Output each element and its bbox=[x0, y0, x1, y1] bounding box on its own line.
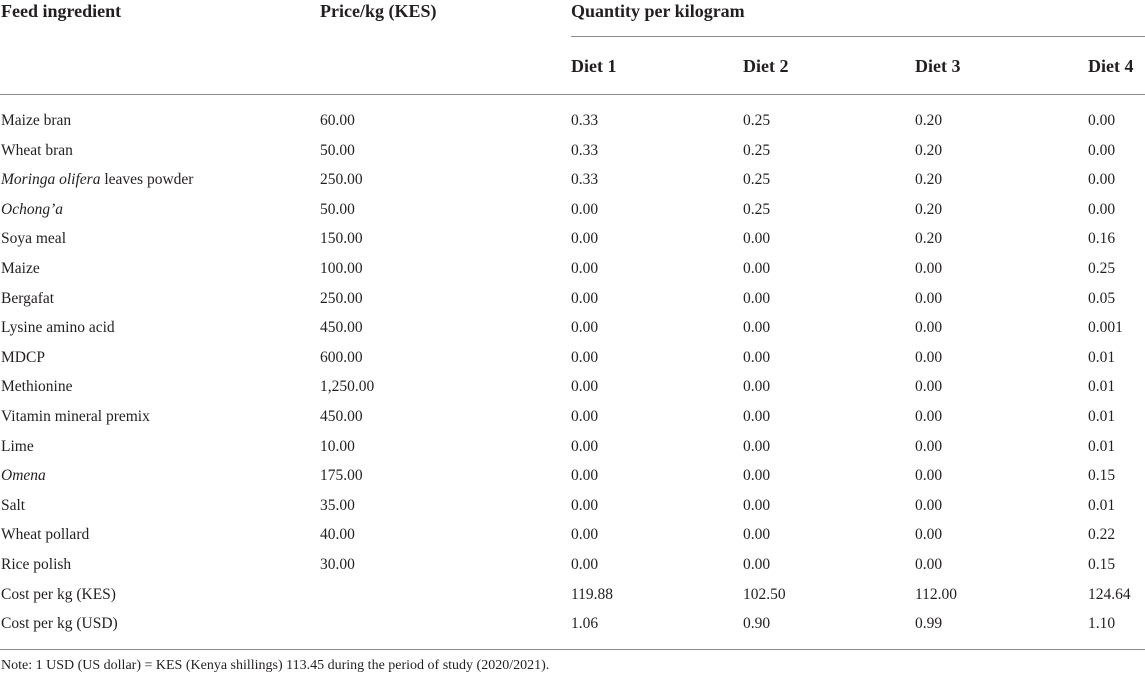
diet-2-cell: 0.25 bbox=[743, 200, 771, 218]
diet-4-cell: 0.16 bbox=[1088, 230, 1116, 248]
ingredient-name: Lime bbox=[1, 437, 34, 455]
table-row bbox=[0, 224, 1145, 254]
diet-1-cell: 0.00 bbox=[571, 200, 599, 218]
ingredient-name: Cost per kg (KES) bbox=[1, 585, 116, 603]
header-diet-3: Diet 3 bbox=[915, 56, 961, 76]
price-cell: 50.00 bbox=[320, 200, 355, 218]
table-row bbox=[0, 520, 1145, 550]
ingredient-cell bbox=[1, 319, 115, 337]
diet-4-cell: 0.00 bbox=[1088, 200, 1116, 218]
diet-1-cell: 0.00 bbox=[571, 378, 599, 396]
table-row bbox=[0, 284, 1145, 314]
diet-2-cell: 0.00 bbox=[743, 348, 771, 366]
ingredient-cell bbox=[1, 142, 73, 160]
price-cell: 35.00 bbox=[320, 496, 355, 514]
diet-3-cell: 0.20 bbox=[915, 141, 943, 159]
ingredient-name: Soya meal bbox=[1, 230, 66, 248]
header-diet-4: Diet 4 bbox=[1088, 56, 1134, 76]
diet-1-cell: 1.06 bbox=[571, 615, 599, 633]
table-row bbox=[0, 165, 1145, 195]
diet-3-cell: 0.00 bbox=[915, 496, 943, 514]
table-row bbox=[0, 254, 1145, 284]
price-cell: 40.00 bbox=[320, 526, 355, 544]
diet-4-cell: 0.05 bbox=[1088, 289, 1116, 307]
ingredient-cell bbox=[1, 349, 45, 367]
ingredient-name: MDCP bbox=[1, 348, 45, 366]
ingredient-cell bbox=[1, 497, 25, 515]
price-cell: 250.00 bbox=[320, 171, 363, 189]
diet-3-cell: 0.20 bbox=[915, 200, 943, 218]
group-header-rule bbox=[571, 36, 1145, 37]
ingredient-name: Lysine amino acid bbox=[1, 319, 115, 337]
diet-3-cell: 0.00 bbox=[915, 378, 943, 396]
diet-4-cell: 0.15 bbox=[1088, 467, 1116, 485]
diet-3-cell: 0.00 bbox=[915, 348, 943, 366]
diet-2-cell: 0.00 bbox=[743, 467, 771, 485]
diet-3-cell: 0.00 bbox=[915, 526, 943, 544]
ingredient-name: Maize bbox=[1, 260, 40, 277]
header-quantity-per-kilogram: Quantity per kilogram bbox=[571, 1, 745, 21]
table-row bbox=[0, 609, 1145, 639]
ingredient-name: Salt bbox=[1, 496, 26, 514]
diet-3-cell: 0.00 bbox=[915, 467, 943, 485]
price-cell: 100.00 bbox=[320, 260, 363, 277]
diet-2-cell: 0.00 bbox=[743, 526, 771, 544]
diet-2-cell: 0.00 bbox=[743, 556, 771, 573]
ingredient-name: Rice polish bbox=[1, 556, 72, 573]
diet-2-cell: 0.00 bbox=[743, 496, 771, 514]
ingredient-name: Wheat pollard bbox=[1, 526, 90, 544]
diet-4-cell: 0.00 bbox=[1088, 141, 1116, 159]
price-cell: 175.00 bbox=[320, 467, 363, 485]
diet-2-cell: 0.00 bbox=[743, 230, 771, 248]
table-footnote: Note: 1 USD (US dollar) = KES (Kenya shillings) 113.45 during the period of study (2020/2021). bbox=[1, 658, 550, 673]
diet-3-cell: 0.00 bbox=[915, 319, 943, 337]
diet-2-cell: 0.00 bbox=[743, 319, 771, 337]
table-row bbox=[0, 402, 1145, 432]
diet-4-cell: 0.22 bbox=[1088, 526, 1116, 544]
table-row bbox=[0, 313, 1145, 343]
ingredient-cell bbox=[1, 378, 72, 396]
diet-3-cell: 0.00 bbox=[915, 289, 943, 307]
table-row bbox=[0, 195, 1145, 225]
ingredient-cell bbox=[1, 171, 193, 189]
price-cell: 150.00 bbox=[320, 230, 363, 248]
table-row bbox=[0, 550, 1145, 580]
diet-2-cell: 102.50 bbox=[743, 585, 786, 603]
ingredient-name: Vitamin mineral premix bbox=[1, 408, 150, 425]
diet-1-cell: 0.00 bbox=[571, 408, 599, 425]
ingredient-cell bbox=[1, 112, 71, 130]
diet-3-cell: 0.00 bbox=[915, 408, 943, 425]
diet-4-cell: 0.00 bbox=[1088, 112, 1116, 129]
ingredient-cell bbox=[1, 556, 71, 574]
diet-2-cell: 0.25 bbox=[743, 112, 771, 129]
ingredient-name-italic: Omena bbox=[1, 467, 46, 485]
diet-4-cell: 0.25 bbox=[1088, 260, 1116, 277]
diet-2-cell: 0.00 bbox=[743, 378, 771, 396]
ingredient-cell bbox=[1, 230, 66, 248]
diet-2-cell: 0.00 bbox=[743, 437, 771, 455]
table-row bbox=[0, 432, 1145, 462]
diet-3-cell: 0.20 bbox=[915, 171, 943, 189]
diet-3-cell: 0.00 bbox=[915, 437, 943, 455]
price-cell: 250.00 bbox=[320, 289, 363, 307]
table-row bbox=[0, 461, 1145, 491]
diet-3-cell: 112.00 bbox=[915, 585, 958, 603]
diet-4-cell: 0.00 bbox=[1088, 171, 1116, 189]
diet-1-cell: 0.00 bbox=[571, 556, 599, 573]
header-feed-ingredient: Feed ingredient bbox=[1, 1, 122, 21]
price-cell: 50.00 bbox=[320, 141, 355, 159]
ingredient-cell bbox=[1, 438, 34, 456]
ingredient-cell bbox=[1, 526, 89, 544]
ingredient-name-italic: Moringa olifera bbox=[1, 171, 101, 189]
table-row bbox=[0, 580, 1145, 610]
diet-2-cell: 0.90 bbox=[743, 615, 771, 633]
header-bottom-rule bbox=[0, 94, 1145, 95]
ingredient-cell bbox=[1, 615, 118, 633]
diet-2-cell: 0.00 bbox=[743, 289, 771, 307]
diet-3-cell: 0.00 bbox=[915, 260, 943, 277]
diet-1-cell: 0.33 bbox=[571, 112, 599, 129]
diet-3-cell: 0.99 bbox=[915, 615, 943, 633]
price-cell: 600.00 bbox=[320, 348, 363, 366]
table-row bbox=[0, 343, 1145, 373]
price-cell: 10.00 bbox=[320, 437, 355, 455]
price-cell: 60.00 bbox=[320, 112, 355, 129]
ingredient-name: Bergafat bbox=[1, 289, 55, 307]
diet-4-cell: 0.01 bbox=[1088, 408, 1116, 425]
diet-2-cell: 0.25 bbox=[743, 171, 771, 189]
ingredient-name: Methionine bbox=[1, 378, 73, 396]
diet-4-cell: 0.01 bbox=[1088, 378, 1116, 396]
header-diet-2: Diet 2 bbox=[743, 56, 789, 76]
diet-1-cell: 0.00 bbox=[571, 467, 599, 485]
price-cell: 450.00 bbox=[320, 319, 363, 337]
diet-1-cell: 0.00 bbox=[571, 526, 599, 544]
diet-4-cell: 1.10 bbox=[1088, 615, 1116, 633]
ingredient-name-rest: leaves powder bbox=[100, 171, 194, 189]
diet-3-cell: 0.20 bbox=[915, 112, 943, 129]
price-cell: 30.00 bbox=[320, 556, 355, 573]
ingredient-name: Maize bran bbox=[1, 112, 72, 129]
table-bottom-rule bbox=[0, 649, 1145, 650]
diet-1-cell: 0.00 bbox=[571, 348, 599, 366]
diet-3-cell: 0.20 bbox=[915, 230, 943, 248]
ingredient-name: Wheat bran bbox=[1, 141, 73, 159]
diet-1-cell: 0.00 bbox=[571, 260, 599, 277]
diet-1-cell: 0.33 bbox=[571, 141, 599, 159]
diet-4-cell: 0.01 bbox=[1088, 348, 1116, 366]
ingredient-cell bbox=[1, 201, 63, 219]
diet-4-cell: 0.15 bbox=[1088, 556, 1116, 573]
diet-4-cell: 124.64 bbox=[1088, 585, 1131, 603]
diet-3-cell: 0.00 bbox=[915, 556, 943, 573]
diet-2-cell: 0.00 bbox=[743, 408, 771, 425]
ingredient-cell bbox=[1, 408, 150, 426]
table-row bbox=[0, 491, 1145, 521]
ingredient-cell bbox=[1, 260, 40, 278]
diet-2-cell: 0.00 bbox=[743, 260, 771, 277]
diet-2-cell: 0.25 bbox=[743, 141, 771, 159]
diet-1-cell: 0.00 bbox=[571, 319, 599, 337]
diet-4-cell: 0.001 bbox=[1088, 319, 1123, 337]
table-row bbox=[0, 372, 1145, 402]
ingredient-name-italic: Ochong’a bbox=[1, 200, 63, 218]
diet-1-cell: 0.00 bbox=[571, 496, 599, 514]
ingredient-cell bbox=[1, 290, 54, 308]
diet-1-cell: 0.33 bbox=[571, 171, 599, 189]
ingredient-cell bbox=[1, 586, 116, 604]
table-row bbox=[0, 136, 1145, 166]
price-cell: 1,250.00 bbox=[320, 378, 375, 396]
diet-1-cell: 0.00 bbox=[571, 289, 599, 307]
diet-1-cell: 0.00 bbox=[571, 230, 599, 248]
diet-4-cell: 0.01 bbox=[1088, 437, 1116, 455]
ingredient-cell bbox=[1, 467, 46, 485]
table-row bbox=[0, 106, 1145, 136]
header-diet-1: Diet 1 bbox=[571, 56, 617, 76]
diet-1-cell: 0.00 bbox=[571, 437, 599, 455]
header-price: Price/kg (KES) bbox=[320, 1, 437, 21]
ingredient-name: Cost per kg (USD) bbox=[1, 615, 118, 633]
price-cell: 450.00 bbox=[320, 408, 363, 425]
diet-4-cell: 0.01 bbox=[1088, 496, 1116, 514]
diet-1-cell: 119.88 bbox=[571, 585, 614, 603]
